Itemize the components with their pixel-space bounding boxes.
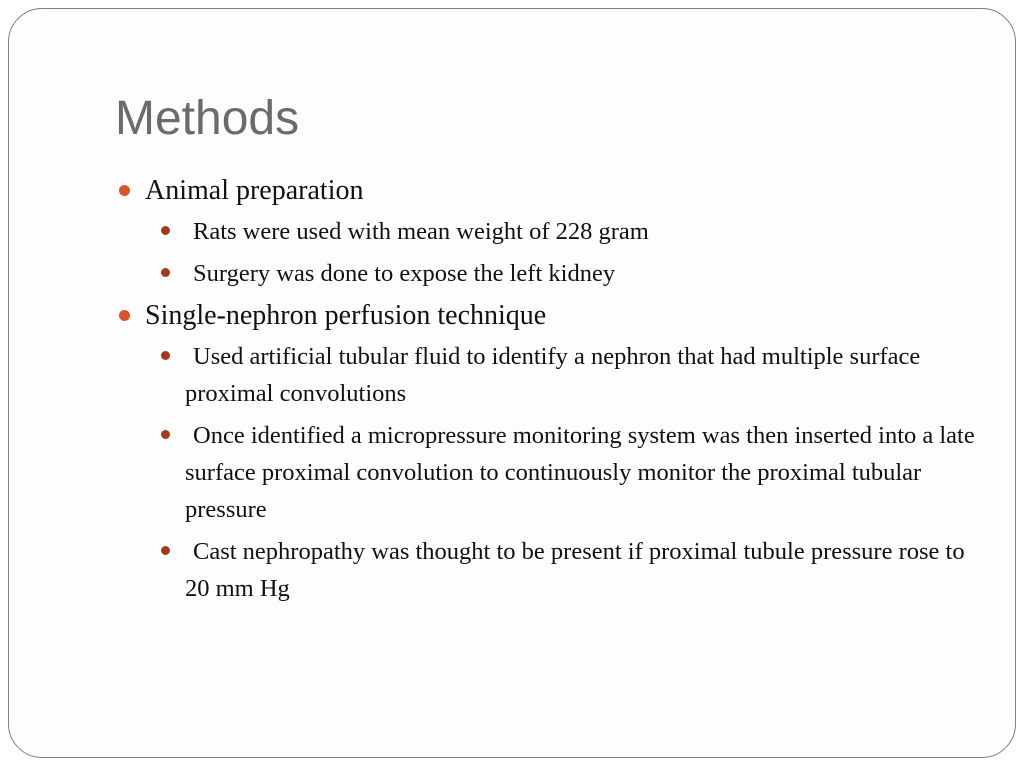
- sub-bullet-item: [145, 533, 975, 607]
- sub-bullet-text: Rats were used with mean weight of 228 gram: [193, 218, 649, 245]
- sub-bullet-text: Used artificial tubular fluid to identify a nephron that had multiple surface proximal convolutions: [185, 343, 921, 407]
- bullet-icon: [119, 185, 130, 196]
- bullet-text: Animal preparation: [145, 175, 364, 206]
- sub-bullet-item: [145, 255, 975, 292]
- sub-bullet-item: [145, 417, 975, 528]
- sub-bullet-icon: [161, 351, 170, 360]
- bullet-list: [115, 173, 975, 607]
- slide-body: [115, 173, 975, 613]
- sub-bullet-list: [145, 213, 975, 292]
- slide: [8, 8, 1016, 758]
- sub-bullet-text: Cast nephropathy was thought to be present if proximal tubule pressure rose to 20 mm Hg: [185, 538, 965, 602]
- sub-bullet-text: Surgery was done to expose the left kidney: [193, 260, 616, 287]
- sub-bullet-icon: [161, 546, 170, 555]
- sub-bullet-icon: [161, 430, 170, 439]
- sub-bullet-icon: [161, 268, 170, 277]
- sub-bullet-item: [145, 338, 975, 412]
- bullet-text: Single-nephron perfusion technique: [145, 300, 547, 331]
- sub-bullet-icon: [161, 226, 170, 235]
- sub-bullet-text: Once identified a micropressure monitoring system was then inserted into a late surface proximal convolution to continuously monitor the proximal tubular pressure: [185, 422, 975, 523]
- bullet-item-single-nephron-perfusion: [115, 298, 975, 607]
- sub-bullet-item: [145, 213, 975, 250]
- bullet-item-animal-preparation: [115, 173, 975, 292]
- bullet-icon: [119, 310, 130, 321]
- sub-bullet-list: [145, 338, 975, 607]
- slide-title: Methods: [115, 92, 300, 145]
